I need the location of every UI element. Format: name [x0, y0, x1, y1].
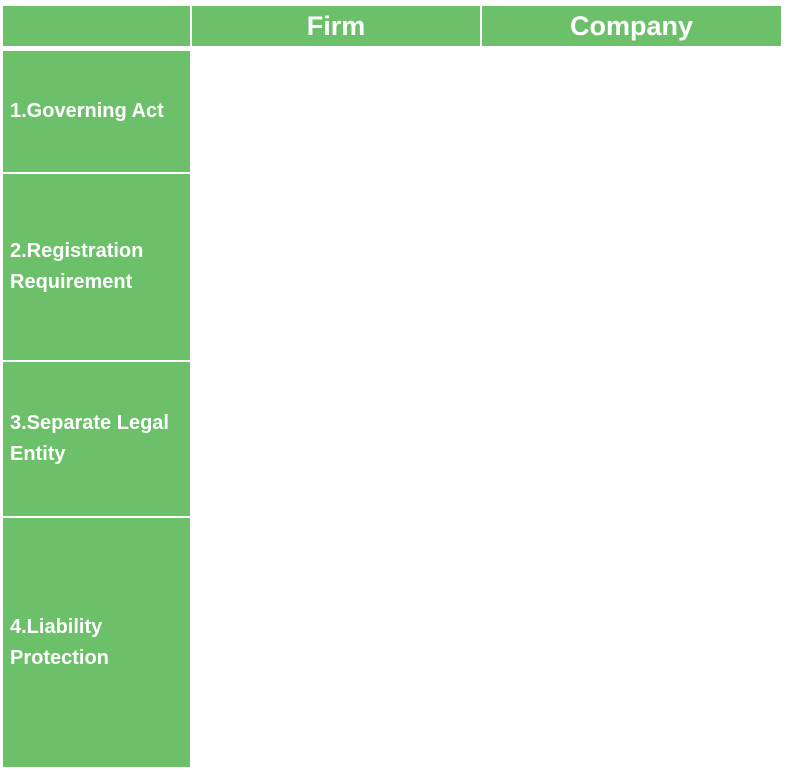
column-header-firm: Firm [192, 6, 480, 46]
company-governing-act-cell [482, 51, 781, 172]
row-label-line: Entity [10, 443, 66, 465]
company-legal-entity-cell [482, 362, 781, 516]
row-label-line: Protection [10, 646, 109, 669]
firm-legal-entity-cell [192, 362, 480, 516]
firm-registration-cell [192, 174, 480, 360]
row-label-line: 2.Registration [10, 240, 144, 262]
company-liability-cell [482, 518, 781, 767]
row-label-line: 4.Liability [10, 615, 103, 638]
column-header-company: Company [482, 6, 781, 46]
row-label-separate-legal-entity [3, 362, 190, 516]
row-label-line: 1.Governing Act [10, 100, 164, 122]
row-label-line: 3.Separate Legal [10, 412, 169, 434]
row-label-governing-act [3, 51, 190, 172]
row-label-liability-protection [3, 518, 190, 767]
row-label-registration-requirement [3, 174, 190, 360]
company-registration-cell [482, 174, 781, 360]
header-corner-cell [3, 6, 190, 46]
firm-liability-cell [192, 518, 480, 767]
firm-governing-act-cell [192, 51, 480, 172]
row-label-line: Requirement [10, 271, 133, 293]
